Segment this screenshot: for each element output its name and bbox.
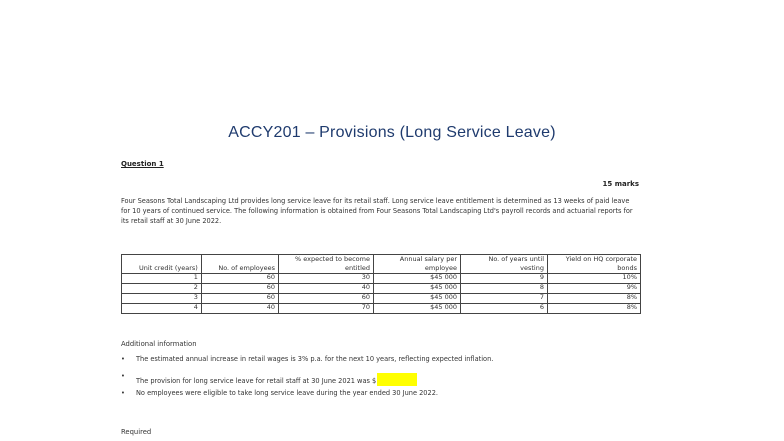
marks-label: 15 marks — [602, 180, 639, 188]
list-item — [121, 373, 641, 390]
table-cell: 70 — [279, 303, 374, 313]
table-cell: 4 — [122, 303, 202, 313]
bullet-marker: • — [121, 355, 125, 363]
table-row — [122, 303, 641, 313]
table-cell: $45 000 — [374, 303, 461, 313]
table-cell: 2 — [122, 283, 202, 293]
employee-data-table — [121, 254, 641, 314]
table-cell: 9 — [461, 273, 548, 283]
column-header: No. of years until vesting — [461, 255, 548, 274]
list-item — [121, 390, 641, 407]
bullet-text: The estimated annual increase in retail wages is 3% p.a. for the next 10 years, reflecting expected inflation. — [136, 355, 494, 363]
column-header: Unit credit (years) — [122, 255, 202, 274]
table-cell: 1 — [122, 273, 202, 283]
table-cell: $45 000 — [374, 283, 461, 293]
table-row — [122, 273, 641, 283]
table-cell: $45 000 — [374, 293, 461, 303]
table-cell: 60 — [201, 273, 278, 283]
bullet-marker: • — [121, 372, 125, 380]
table-cell: 7 — [461, 293, 548, 303]
bullet-list — [121, 356, 641, 407]
table-cell: 60 — [201, 293, 278, 303]
table-cell: 9% — [548, 283, 641, 293]
table-row — [122, 293, 641, 303]
column-header: No. of employees — [201, 255, 278, 274]
yellow-highlight-box — [377, 373, 417, 386]
column-header: Annual salary per employee — [374, 255, 461, 274]
slide-title: ACCY201 – Provisions (Long Service Leave) — [228, 124, 556, 141]
column-header: % expected to become entitled — [279, 255, 374, 274]
table-header-row — [122, 255, 641, 274]
required-heading: Required — [121, 428, 152, 436]
additional-info-heading: Additional information — [121, 340, 197, 348]
column-header: Yield on HQ corporate bonds — [548, 255, 641, 274]
table-cell: 60 — [201, 283, 278, 293]
table-cell: 6 — [461, 303, 548, 313]
table-cell: 8 — [461, 283, 548, 293]
list-item — [121, 356, 641, 373]
table-cell: 10% — [548, 273, 641, 283]
question-heading: Question 1 — [121, 160, 164, 168]
table-cell: 40 — [279, 283, 374, 293]
intro-paragraph: Four Seasons Total Landscaping Ltd provides long service leave for its retail staff. Long service leave entitlement is determined as 13 weeks of paid leave for 10 years of continued service. The following information is obtained from Four Seasons Total Landscaping Ltd's payroll records and actuarial reports for its retail staff at 30 June 2022. — [121, 197, 633, 226]
table-row — [122, 283, 641, 293]
table-cell: 3 — [122, 293, 202, 303]
table-cell: 60 — [279, 293, 374, 303]
table-cell: $45 000 — [374, 273, 461, 283]
table-cell: 8% — [548, 303, 641, 313]
table-cell: 40 — [201, 303, 278, 313]
bullet-text: The provision for long service leave for retail staff at 30 June 2021 was $ — [136, 377, 377, 385]
table-cell: 30 — [279, 273, 374, 283]
bullet-text: No employees were eligible to take long service leave during the year ended 30 June 2022. — [136, 389, 438, 397]
table-cell: 8% — [548, 293, 641, 303]
bullet-marker: • — [121, 389, 125, 397]
